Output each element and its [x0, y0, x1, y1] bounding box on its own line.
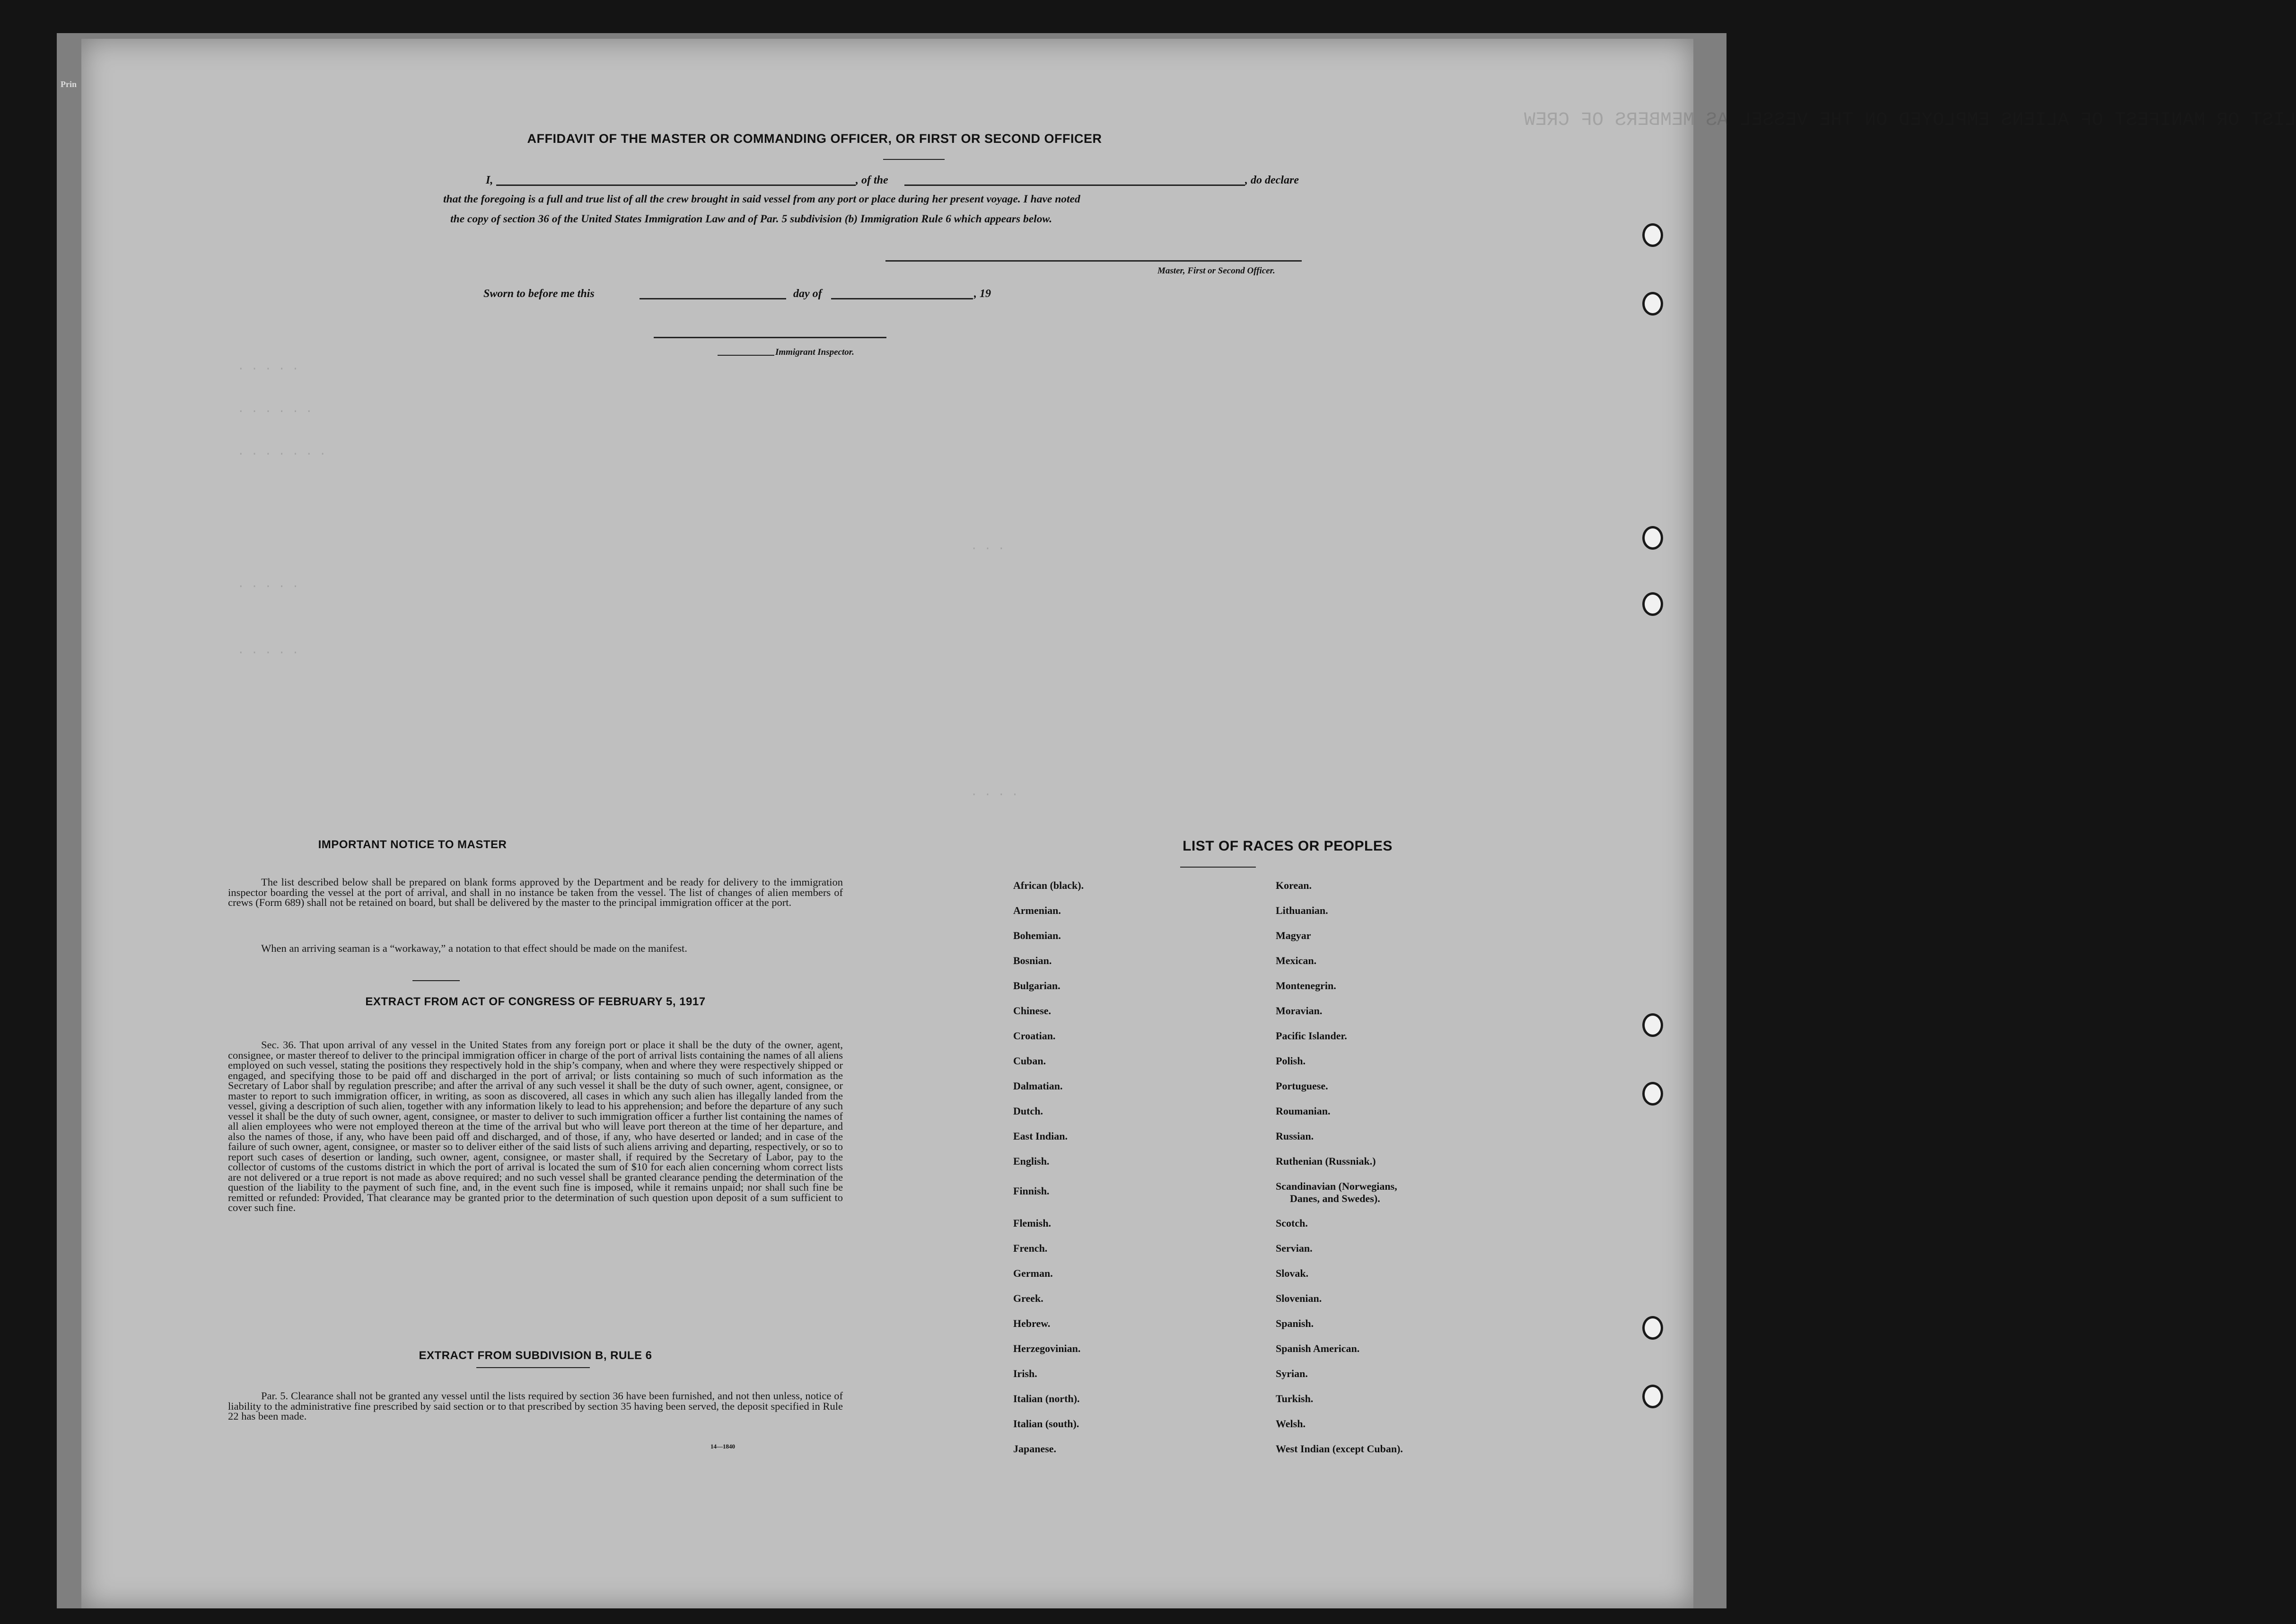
affidavit-line-3: the copy of section 36 of the United States Immigration Law and of Par. 5 subdivision (b) Immigration Rule 6 which appears below.: [450, 213, 1052, 225]
blank-month: [831, 298, 973, 299]
race-item: Slovenian.: [1276, 1292, 1322, 1304]
punch-hole: [1642, 526, 1663, 550]
race-item: Polish.: [1276, 1055, 1306, 1067]
race-item: African (black).: [1013, 879, 1084, 891]
notice-paragraph-2: When an arriving seaman is a “workaway,” a notation to that effect should be made on the manifest.: [261, 942, 687, 954]
races-title: LIST OF RACES OR PEOPLES: [1183, 838, 1393, 854]
race-item: Scandinavian (Norwegians,: [1276, 1180, 1397, 1192]
race-item: German.: [1013, 1267, 1053, 1279]
punch-hole: [1642, 592, 1663, 616]
inspector-label: Immigrant Inspector.: [775, 347, 854, 357]
form-number: 14—1840: [710, 1443, 735, 1450]
punch-hole: [1642, 1316, 1663, 1340]
race-item: Flemish.: [1013, 1217, 1052, 1229]
race-item: Slovak.: [1276, 1267, 1309, 1279]
race-item: Armenian.: [1013, 904, 1061, 916]
race-item: Pacific Islander.: [1276, 1030, 1347, 1042]
manifest-page: LIST OR MANIFEST OF ALIENS EMPLOYED ON THE VESSEL AS MEMBERS OF CREW . . . . . . . . . . . . . . . . . . . . . . . . . . . . . . . . . . . AFFIDAVIT OF THE MASTER OR COMMANDING OFFICER, OR FIRST OR SECOND OFFICER I, , of the , do declare that the foregoing is a full and true list of all the crew brought in said vessel from any port or place during her present voyage. I have noted the copy of section 36 of the United States Immigration Law and of Par. 5 subdivision (b) Immigration Rule 6 which appears below. Master, First or Second Officer. Sworn to before me this day of , 19 Immigrant Inspector. IMPORTANT NOTICE TO MASTER The list described below shall be prepared on blank forms approved by the Department and be ready for delivery to the immigration inspector boarding the vessel at the port of arrival, and shall in no instance be taken from the vessel. The list of changes of alien members of crews (Form 689) shall not be retained on board, but shall be delivered by the master to the principal immigration officer at the port. When an arriving seaman is a “workaway,” a notation to that effect should be made on the manifest. EXTRACT FROM ACT OF CONGRESS OF FEBRUARY 5, 1917 Sec. 36. That upon arrival of any vessel in the United States from any foreign port or place it shall be the duty of the owner, agent, consignee, or master thereof to deliver to the principal immigration officer in charge of the port of arrival lists containing the names of all aliens employed on such vessel, stating the positions they respectively hold in the ship’s company, when and where they were respectively shipped or engaged, and specifying those to be paid off and discharged in the port of arrival; or lists containing so much of such information as the Secretary of Labor shall by regulation prescribe; and after the arrival of any such vessel it shall be the duty of such owner, agent, consignee, or master to report to such immigration officer, in writing, as soon as discovered, all cases in which any such alien has illegally landed from the vessel, giving a description of such alien, together with any information likely to lead to his apprehension; and before the departure of any such vessel it shall be the duty of such owner, agent, consignee, or master to deliver to such immigration officer a further list containing the names of all alien employees who were not employed thereon at the time of the arrival but who will leave port thereon at the time of her departure, and also the names of those, if any, who have been paid off and discharged, and of those, if any, who have deserted or landed; and in case of the failure of such owner, agent, consignee, or master so to deliver either of the said lists of such aliens arriving and departing, respectively, or so to report such cases of desertion or landing, such owner, agent, consignee, or master shall, if required by the Secretary of Labor, pay to the collector of customs of the customs district in which the port of arrival is located the sum of $10 for each alien concerning whom correct lists are not delivered or a true report is not made as above required; and no such vessel shall be granted clearance pending the determination of the question of the liability to the payment of such fine, and, in the event such fine is imposed, while it remains unpaid; nor shall such fine be remitted or refunded: Provided, That clearance may be granted prior to the determination of such question upon deposit of a sum sufficient to cover such fine. EXTRACT FROM SUBDIVISION B, RULE 6 Par. 5. Clearance shall not be granted any vessel until the lists required by section 36 have been furnished, and not then unless, notice of liability to the administrative fine prescribed by said section or to that prescribed by section 35 having been served, the deposit specified in Rule 22 has been made. 14—1840 LIST OF RACES OR PEOPLES African (black). Armenian. Bohemian. Bosnian. Bulgarian. Chinese. Croatian. Cuban. Dalmatian. Dutch. East Indian. English. Finnish. Flemish. French. German. Greek. Hebrew. Herzegovinian. Irish. Italian (north). Italian (south). Japanese. Korean. Lithuanian. Magyar Mexican. Montenegrin. Moravian. Pacific Islander. Polish. Portuguese. Roumanian. Russian. Ruthenian (Russniak.) Scandinavian (Norwegians, Danes, and Swedes). Scotch. Servian. Slovak. Slovenian. Spanish. Spanish American. Syrian. Turkish. Welsh. West Indian (except Cuban).: [81, 39, 1693, 1608]
race-item: Roumanian.: [1276, 1105, 1331, 1117]
race-item: Croatian.: [1013, 1030, 1056, 1042]
race-item: Turkish.: [1276, 1393, 1314, 1405]
margin-text: Prin: [61, 79, 77, 89]
race-item: Scotch.: [1276, 1217, 1308, 1229]
punch-hole: [1642, 292, 1663, 316]
race-item: Russian.: [1276, 1130, 1314, 1142]
extract-act-title: EXTRACT FROM ACT OF CONGRESS OF FEBRUARY 5, 1917: [365, 995, 706, 1008]
race-item: Japanese.: [1013, 1443, 1057, 1455]
punch-hole: [1642, 1385, 1663, 1408]
divider: [476, 1367, 590, 1368]
race-item: West Indian (except Cuban).: [1276, 1443, 1403, 1455]
race-item: Welsh.: [1276, 1418, 1306, 1430]
extract-rule-title: EXTRACT FROM SUBDIVISION B, RULE 6: [419, 1349, 652, 1362]
master-label: Master, First or Second Officer.: [1157, 266, 1275, 276]
race-item: Syrian.: [1276, 1368, 1308, 1379]
race-item: French.: [1013, 1242, 1048, 1254]
inspector-signature-line: [654, 337, 886, 338]
race-item: Portuguese.: [1276, 1080, 1328, 1092]
day-of-text: day of: [793, 288, 822, 300]
race-item: Magyar: [1276, 930, 1311, 941]
race-item: Spanish American.: [1276, 1343, 1360, 1354]
notice-paragraph-1: The list described below shall be prepared on blank forms approved by the Department and be ready for delivery to the immigration inspector boarding the vessel at the port of arrival, and shall in no instance be taken from the vessel. The list of changes of alien members of crews (Form 689) shall not be retained on board, but shall be delivered by the master to the principal immigration officer at the port.: [228, 876, 843, 908]
race-item: Hebrew.: [1013, 1317, 1051, 1329]
race-item: Ruthenian (Russniak.): [1276, 1155, 1376, 1167]
race-item: Danes, and Swedes).: [1290, 1193, 1380, 1204]
race-item: Servian.: [1276, 1242, 1313, 1254]
race-item: Greek.: [1013, 1292, 1043, 1304]
race-item: English.: [1013, 1155, 1050, 1167]
race-item: Italian (north).: [1013, 1393, 1080, 1405]
race-item: Mexican.: [1276, 955, 1317, 966]
divider: [1180, 867, 1256, 868]
race-item: Spanish.: [1276, 1317, 1314, 1329]
race-item: Dalmatian.: [1013, 1080, 1063, 1092]
blank-day: [640, 298, 786, 299]
race-item: Bohemian.: [1013, 930, 1061, 941]
affidavit-of-the: , of the: [856, 174, 888, 186]
affidavit-line-i: I,: [486, 174, 493, 186]
sworn-text: Sworn to before me this: [483, 288, 595, 300]
affidavit-title: AFFIDAVIT OF THE MASTER OR COMMANDING OFFICER, OR FIRST OR SECOND OFFICER: [527, 132, 1102, 146]
punch-hole: [1642, 223, 1663, 247]
race-item: Finnish.: [1013, 1185, 1050, 1197]
signature-line: [885, 260, 1302, 262]
divider: [883, 159, 945, 160]
affidavit-declare: , do declare: [1245, 174, 1299, 186]
divider: [412, 980, 460, 981]
affidavit-line-2: that the foregoing is a full and true list of all the crew brought in said vessel from any port or place during her present voyage. I have noted: [443, 193, 1080, 205]
race-item: Chinese.: [1013, 1005, 1052, 1017]
punch-hole: [1642, 1082, 1663, 1106]
extract-act-text: Sec. 36. That upon arrival of any vessel in the United States from any foreign port or place it shall be the duty of the owner, agent, consignee, or master thereof to deliver to the principal immigration officer in charge of the port of arrival lists containing the names of all aliens employed on such vessel, stating the positions they respectively hold in the ship’s company, when and where they were respectively shipped or engaged, and specifying those to be paid off and discharged in the port of arrival; or lists containing so much of such information as the Secretary of Labor shall by regulation prescribe; and after the arrival of any such vessel it shall be the duty of such owner, agent, consignee, or master to report to such immigration officer, in writing, as soon as discovered, all cases in which any such alien has illegally landed from the vessel, giving a description of such alien, together with any information likely to lead to his apprehension; and before the departure of any such vessel it shall be the duty of such owner, agent, consignee, or master to deliver to such immigration officer a further list containing the names of all alien employees who were not employed thereon at the time of the arrival but who will leave port thereon at the time of her departure, and also the names of those, if any, who have been paid off and discharged, and of those, if any, who have deserted or landed; and in case of the failure of such owner, agent, consignee, or master so to deliver either of the said lists of such aliens arriving and departing, respectively, or so to report such cases of desertion or landing, such owner, agent, consignee, or master shall, if required by the Secretary of Labor, pay to the collector of customs of the customs district in which the port of arrival is located the sum of $10 for each alien concerning whom correct lists are not delivered or a true report is not made as above required; and no such vessel shall be granted clearance pending the determination of the question of the liability to the payment of such fine, and, in the event such fine is imposed, while it remains unpaid; nor shall such fine be remitted or refunded: Provided, That clearance may be granted prior to the determination of such question upon deposit of a sum sufficient to cover such fine.: [228, 1039, 843, 1213]
punch-hole: [1642, 1013, 1663, 1037]
blank-vessel: [904, 184, 1245, 186]
race-item: Montenegrin.: [1276, 980, 1336, 992]
inspector-label-line: [718, 355, 774, 356]
extract-rule-text: Par. 5. Clearance shall not be granted any vessel until the lists required by section 36 have been furnished, and not then unless, notice of liability to the administrative fine prescribed by said section or to that prescribed by section 35 having been served, the deposit specified in Rule 22 has been made.: [228, 1390, 843, 1422]
notice-title: IMPORTANT NOTICE TO MASTER: [318, 838, 507, 851]
race-item: Cuban.: [1013, 1055, 1046, 1067]
race-item: Herzegovinian.: [1013, 1343, 1081, 1354]
race-item: Korean.: [1276, 879, 1312, 891]
blank-name: [496, 184, 856, 186]
race-item: East Indian.: [1013, 1130, 1068, 1142]
race-item: Bulgarian.: [1013, 980, 1060, 992]
race-item: Irish.: [1013, 1368, 1037, 1379]
race-item: Bosnian.: [1013, 955, 1052, 966]
race-item: Moravian.: [1276, 1005, 1323, 1017]
race-item: Dutch.: [1013, 1105, 1043, 1117]
year-text: , 19: [974, 288, 991, 300]
race-item: Lithuanian.: [1276, 904, 1328, 916]
race-item: Italian (south).: [1013, 1418, 1079, 1430]
